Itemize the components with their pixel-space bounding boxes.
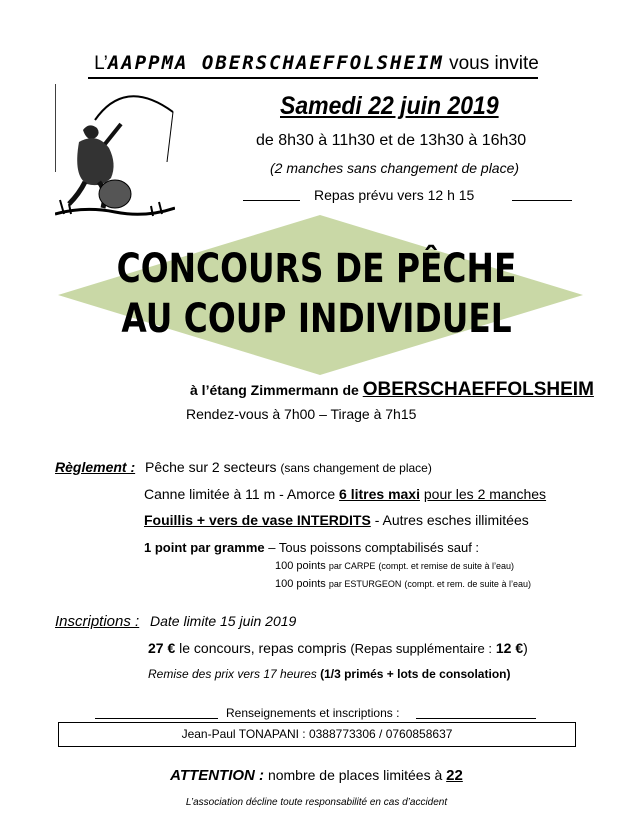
reglement-line-4 [144, 540, 479, 555]
location-prefix: à l’étang Zimmermann de [190, 382, 359, 398]
r4-b: – Tous poissons comptabilisés sauf : [268, 540, 480, 555]
r5-c: (compt. et remise de suite à l’eau) [378, 561, 514, 571]
attention-number: 22 [446, 767, 463, 784]
event-date: Samedi 22 juin 2019 [280, 92, 499, 120]
r6-a: 100 points [275, 578, 326, 590]
disclaimer: L’association décline toute responsabilité en cas d’accident [185, 797, 448, 808]
contact-heading: Renseignements et inscriptions : [226, 706, 400, 720]
r6-c: (compt. et rem. de suite à l’eau) [404, 579, 531, 589]
r5-b: par CARPE [328, 561, 376, 571]
r3-b: - Autres esches illimitées [374, 512, 529, 528]
price-line [148, 640, 528, 656]
invitation-header [0, 52, 633, 75]
reglement-line-1 [145, 459, 432, 475]
title-line-2: AU COUP INDIVIDUEL [121, 296, 512, 342]
reglement-line-3 [144, 512, 529, 528]
remise-line [148, 667, 510, 681]
attention-text: nombre de places limitées à [267, 767, 443, 783]
reglement-line-6 [275, 578, 531, 590]
price-desc: le concours, repas compris [179, 640, 347, 656]
club-name: AAPPMA OBERSCHAEFFOLSHEIM [107, 52, 444, 74]
header-suffix: vous invite [449, 53, 539, 74]
header-underline [88, 77, 538, 79]
attention-label: ATTENTION : [170, 767, 265, 784]
r2-a: Canne limitée à 11 m - Amorce [144, 486, 336, 502]
repas-line-left [243, 200, 300, 201]
remise-b: (1/3 primés + lots de consolation) [320, 667, 511, 681]
reglement-line-2 [144, 486, 546, 502]
r2-c: pour les 2 manches [423, 486, 547, 502]
event-hours: de 8h30 à 11h30 et de 13h30 à 16h30 [256, 132, 527, 149]
attention-line [0, 767, 633, 784]
reglement-label: Règlement : [55, 459, 136, 475]
event-manches: (2 manches sans changement de place) [270, 160, 520, 176]
contact-line-right [416, 718, 536, 719]
r4-a: 1 point par gramme [144, 540, 265, 555]
reglement-line-5 [275, 560, 514, 572]
remise-a: Remise des prix vers 17 heures [148, 667, 317, 681]
header-prefix: L’ [94, 53, 108, 74]
contact-details: Jean-Paul TONAPANI : 0388773306 / 0760858637 [181, 727, 453, 741]
r6-b: par ESTURGEON [328, 579, 402, 589]
price-amount: 27 € [148, 640, 176, 656]
price-extra-amount: 12 € [495, 640, 524, 656]
price-extra-label: (Repas supplémentaire : [350, 641, 492, 656]
rendez-vous: Rendez-vous à 7h00 – Tirage à 7h15 [186, 406, 417, 422]
r2-b: 6 litres maxi [339, 486, 420, 502]
inscriptions-label: Inscriptions : [55, 613, 140, 630]
price-extra-close: ) [523, 640, 528, 656]
fisherman-illustration [55, 82, 175, 222]
r1-small: (sans changement de place) [280, 461, 432, 475]
location-city: OBERSCHAEFFOLSHEIM [362, 379, 594, 400]
title-line-1: CONCOURS DE PÊCHE [116, 246, 517, 292]
r1-main: Pêche sur 2 secteurs [145, 459, 277, 475]
r5-a: 100 points [275, 560, 326, 572]
title-diamond-background [58, 215, 583, 375]
repas-line-right [512, 200, 572, 201]
inscriptions-deadline: Date limite 15 juin 2019 [150, 613, 297, 629]
event-repas: Repas prévu vers 12 h 15 [314, 187, 475, 203]
location [190, 379, 594, 401]
r3-a: Fouillis + vers de vase INTERDITS [144, 512, 371, 528]
contact-line-left [95, 718, 218, 719]
